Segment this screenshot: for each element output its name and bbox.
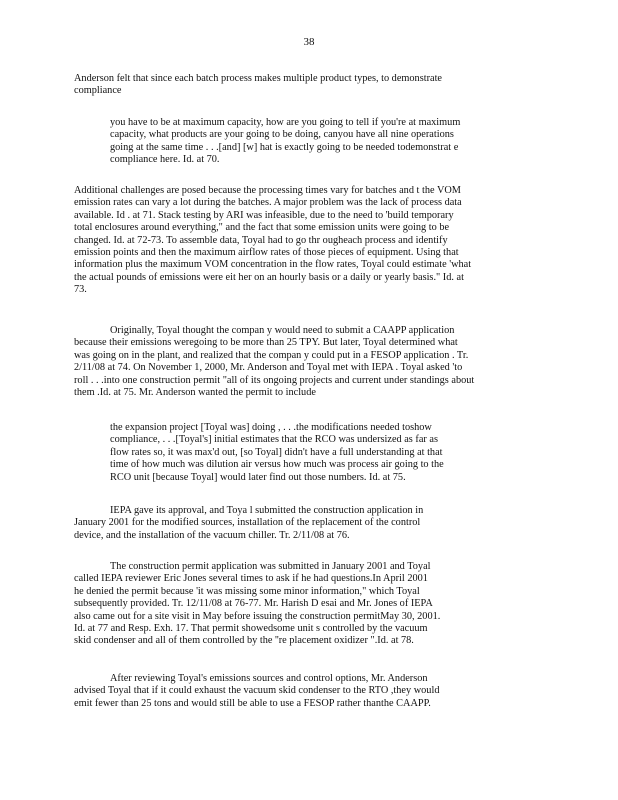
text-line: Id. at 77 and Resp. Exh. 17. That permit showedsome unit s controlled by the vacuum <box>74 623 428 635</box>
text-line: because their emissions weregoing to be more than 25 TPY. But later, Toyal determined what <box>74 337 458 349</box>
text-line: subsequently provided. Tr. 12/11/08 at 76-77. Mr. Harish D esai and Mr. Jones of IEPA <box>74 598 433 610</box>
text-line: Additional challenges are posed because the processing times vary for batches and t the VOM <box>74 185 461 196</box>
page-number: 38 <box>303 36 315 48</box>
text-line: time of how much was dilution air versus how much was process air going to the <box>110 459 444 471</box>
text-line: RCO unit [because Toyal] would later find out those numbers. Id. at 75. <box>110 471 406 483</box>
text-line: Originally, Toyal thought the compan y would need to submit a CAAPP application <box>110 325 455 336</box>
text-line: emission rates can vary a lot during the batches. A major problem was the lack of process data <box>74 197 462 209</box>
text-line: roll . . .into one construction permit "all of its ongoing projects and current under standings about <box>74 374 475 386</box>
paragraph <box>74 185 526 297</box>
text-line: them .Id. at 75. Mr. Anderson wanted the permit to include <box>74 387 316 399</box>
text-line: compliance here. Id. at 70. <box>110 154 220 166</box>
text-line: The construction permit application was submitted in January 2001 and Toyal <box>110 561 431 572</box>
text-line: IEPA gave its approval, and Toya l submitted the construction application in <box>110 505 424 516</box>
text-line: the actual pounds of emissions were eit her on an hourly basis or a daily or yearly basis." Id. at <box>74 271 464 283</box>
paragraph <box>74 505 526 542</box>
block-quote <box>110 422 510 484</box>
text-line: capacity, what products are your going to be doing, canyou have all nine operations <box>110 129 454 141</box>
text-line: device, and the installation of the vacuum chiller. Tr. 2/11/08 at 76. <box>74 529 350 541</box>
text-line: also came out for a site visit in May before issuing the construction permitMay 30, 2001. <box>74 610 441 622</box>
paragraph <box>74 325 526 399</box>
text-line: called IEPA reviewer Eric Jones several times to ask if he had questions.In April 2001 <box>74 573 428 585</box>
paragraph <box>74 73 526 98</box>
text-line: available. Id . at 71. Stack testing by ARI was infeasible, due to the need to 'build temporary <box>74 209 454 221</box>
text-line: skid condenser and all of them controlled by the ''re placement oxidizer ".Id. at 78. <box>74 635 414 647</box>
text-line: 73. <box>74 284 87 296</box>
text-line: advised Toyal that if it could exhaust the vacuum skid condenser to the RTO ,they would <box>74 685 440 697</box>
text-line: 2/11/08 at 74. On November 1, 2000, Mr. Anderson and Toyal met with IEPA . Toyal asked 'to <box>74 362 463 374</box>
paragraph <box>74 561 526 648</box>
text-line: emission points and then the maximum airflow rates of those pieces of equipment. Using that <box>74 247 459 259</box>
text-line: going at the same time . . .[and] [w] hat is exactly going to be needed todemonstrat e <box>110 141 459 153</box>
text-line: the expansion project [Toyal was] doing , . . .the modifications needed toshow <box>110 422 432 433</box>
text-line: he denied the permit because 'it was missing some minor information," which Toyal <box>74 585 420 597</box>
text-line: compliance, . . .[Toyal's] initial estimates that the RCO was undersized as far as <box>110 434 438 446</box>
text-line: you have to be at maximum capacity, how are you going to tell if you're at maximum <box>110 117 461 128</box>
paragraph <box>74 673 526 710</box>
block-quote <box>110 117 510 167</box>
text-line: total enclosures around everything," and the fact that some emission units were going to be <box>74 222 450 234</box>
text-line: After reviewing Toyal's emissions sources and control options, Mr. Anderson <box>110 673 428 684</box>
text-line: Anderson felt that since each batch process makes multiple product types, to demonstrate <box>74 73 443 84</box>
text-line: emit fewer than 25 tons and would still be able to use a FESOP rather thanthe CAAPP. <box>74 697 431 709</box>
text-line: flow rates so, it was max'd out, [so Toyal] didn't have a full understanding at that <box>110 446 443 458</box>
text-line: changed. Id. at 72-73. To assemble data, Toyal had to go thr ougheach process and identify <box>74 234 448 246</box>
text-line: information plus the maximum VOM concentration in the flow rates, Toyal could estimate 'what <box>74 259 472 271</box>
text-line: January 2001 for the modified sources, installation of the replacement of the control <box>74 517 421 529</box>
text-line: compliance <box>74 85 122 97</box>
text-line: was going on in the plant, and realized that the compan y could put in a FESOP application . Tr. <box>74 349 469 361</box>
